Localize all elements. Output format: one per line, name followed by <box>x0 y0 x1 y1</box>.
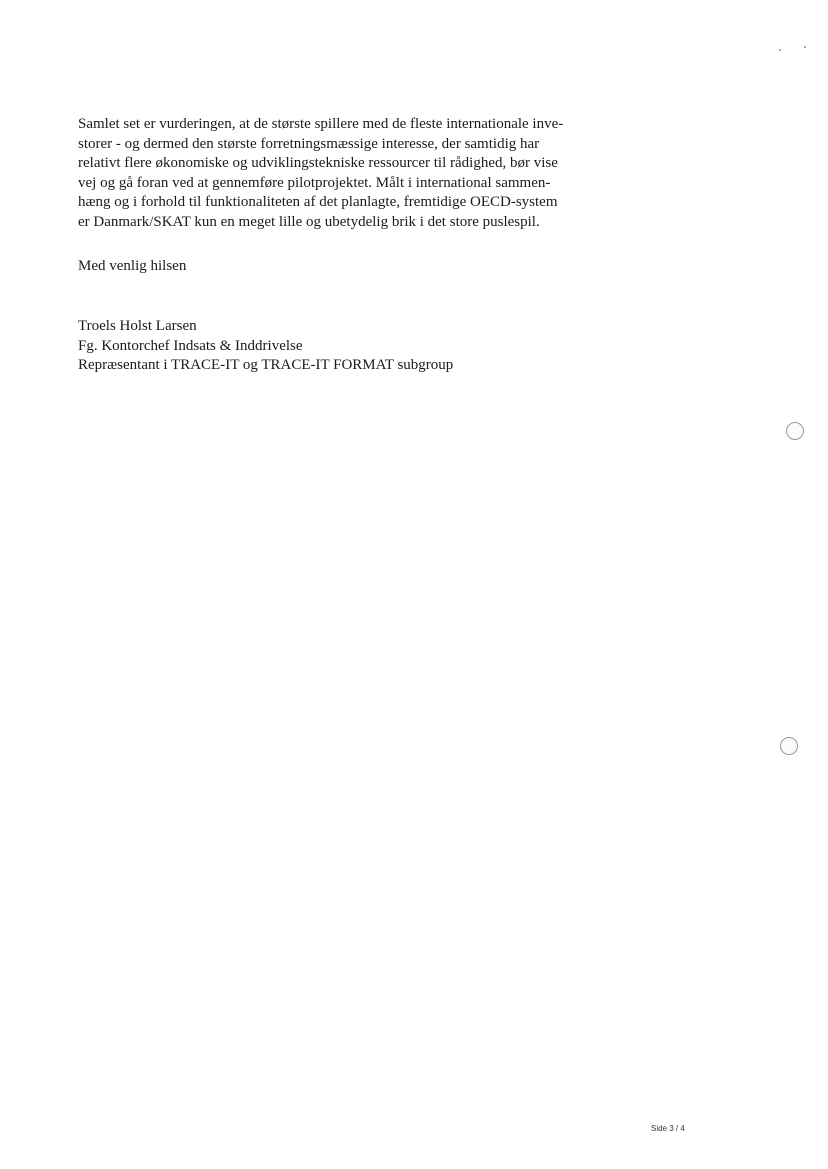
paragraph-line: hæng og i forhold til funktionaliteten af det planlagte, fremtidige OECD-system <box>78 194 558 210</box>
signature-block <box>78 317 453 376</box>
paragraph-line: vej og gå foran ved at gennemføre pilotprojektet. Målt i international sammen- <box>78 174 551 191</box>
signer-role: Repræsentant i TRACE-IT og TRACE-IT FORMAT subgroup <box>78 357 454 373</box>
paragraph-line: relativt flere økonomiske og udviklingstekniske ressourcer til rådighed, bør vise <box>78 155 558 171</box>
punch-hole-icon <box>780 737 798 755</box>
letter-paragraph <box>78 115 638 232</box>
scan-speck <box>804 46 806 48</box>
page-number: Side 3 / 4 <box>651 1124 685 1133</box>
paragraph-line: Samlet set er vurderingen, at de største spillere med de fleste internationale inve- <box>78 116 564 132</box>
signer-name: Troels Holst Larsen <box>78 318 197 334</box>
paragraph-line: storer - og dermed den største forretningsmæssige interesse, der samtidig har <box>78 135 540 152</box>
scan-speck <box>779 49 781 51</box>
paragraph-line: er Danmark/SKAT kun en meget lille og ubetydelig brik i det store puslespil. <box>78 213 540 230</box>
closing-salutation: Med venlig hilsen <box>78 258 187 274</box>
signer-title: Fg. Kontorchef Indsats & Inddrivelse <box>78 337 303 354</box>
punch-hole-icon <box>786 422 804 440</box>
